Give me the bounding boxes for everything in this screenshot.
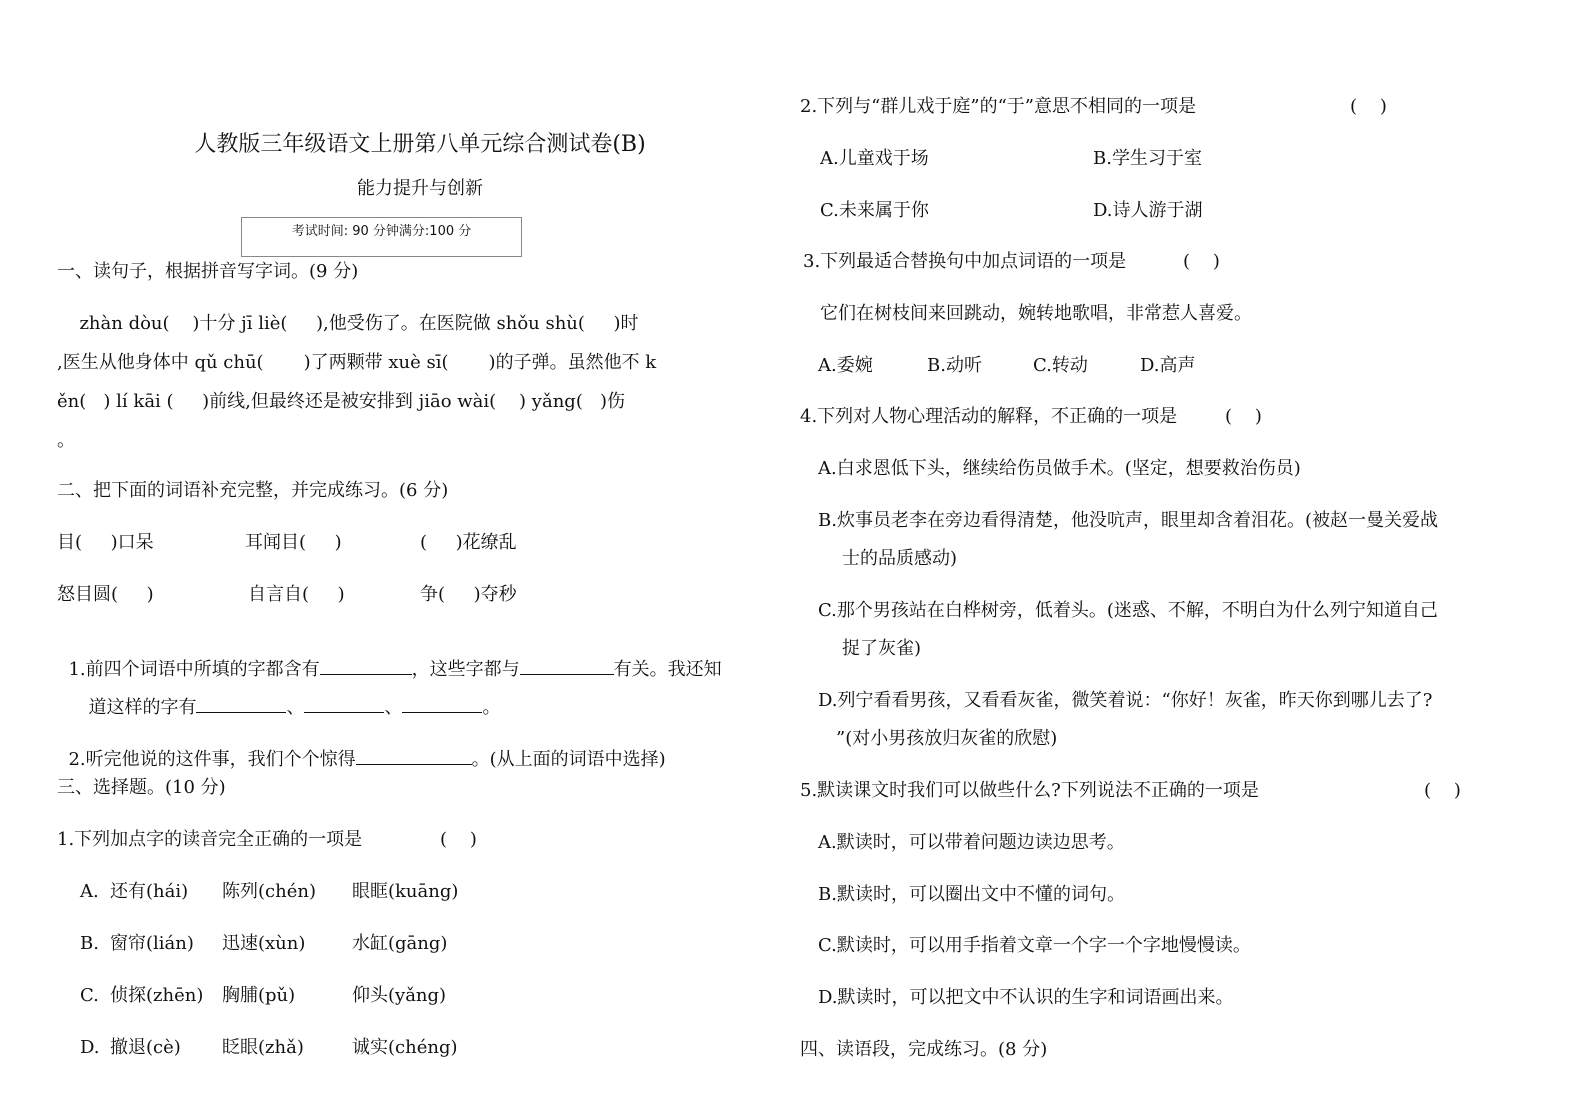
option-item: 窗帘(lián) xyxy=(110,933,194,954)
section1-line: ěn( ) lí kāi ( )前线,但最终还是被安排到 jiāo wài( ) yǎng( )伤 xyxy=(57,391,626,412)
idiom-item: 争( )夺秒 xyxy=(420,584,517,605)
section1-line: 。 xyxy=(57,430,75,451)
answer-paren[interactable]: ( ) xyxy=(1225,406,1262,427)
q1-stem: 1.下列加点字的读音完全正确的一项是 xyxy=(57,829,363,850)
q5-stem: 5.默读课文时我们可以做些什么?下列说法不正确的一项是 xyxy=(800,780,1259,801)
option-d: D.高声 xyxy=(1140,355,1196,376)
option-c: C.那个男孩站在白桦树旁，低着头。(迷惑、不解，不明白为什么列宁知道自己 xyxy=(818,600,1438,621)
option-d-cont: ”(对小男孩放归灰雀的欣慰) xyxy=(836,728,1058,749)
answer-paren[interactable]: ( ) xyxy=(1424,780,1461,801)
option-item: 水缸(gāng) xyxy=(352,933,448,954)
fill-blank[interactable] xyxy=(520,658,614,675)
idiom-item: 自言自( ) xyxy=(248,584,345,605)
option-item: 侦探(zhēn) xyxy=(110,985,204,1006)
idiom-item: 怒目圆( ) xyxy=(57,584,154,605)
option-d: D.列宁看看男孩，又看看灰雀，微笑着说：“你好！灰雀，昨天你到哪儿去了? xyxy=(818,690,1433,711)
option-b: B.动听 xyxy=(927,355,982,376)
option-c: C.未来属于你 xyxy=(820,200,929,221)
fill-blank[interactable] xyxy=(320,658,412,675)
option-b: B.默读时，可以圈出文中不懂的词句。 xyxy=(818,884,1125,905)
q4-stem: 4.下列对人物心理活动的解释，不正确的一项是 xyxy=(800,406,1178,427)
section1-line: zhàn dòu( )十分 jī liè( ),他受伤了。在医院做 shǒu shù( )时 xyxy=(68,313,639,334)
separator: 、 xyxy=(286,697,305,718)
option-label: B. xyxy=(80,933,99,954)
fill-blank[interactable] xyxy=(402,696,482,713)
answer-paren[interactable]: ( ) xyxy=(440,829,477,850)
fill-blank[interactable] xyxy=(356,748,472,765)
separator: 、 xyxy=(384,697,403,718)
q1-text: 1.前四个词语中所填的字都含有 xyxy=(68,659,320,680)
option-label: A. xyxy=(80,881,99,902)
option-item: 仰头(yǎng) xyxy=(352,985,447,1006)
option-label: C. xyxy=(80,985,99,1006)
option-d: D.诗人游于湖 xyxy=(1093,200,1203,221)
fill-blank[interactable] xyxy=(196,696,286,713)
option-d: D.默读时，可以把文中不认识的生字和词语画出来。 xyxy=(818,987,1234,1008)
option-item: 眨眼(zhǎ) xyxy=(222,1037,304,1058)
q1-end: 。 xyxy=(482,697,501,718)
option-a: A.委婉 xyxy=(818,355,873,376)
option-c: C.转动 xyxy=(1033,355,1088,376)
option-c-cont: 捉了灰雀) xyxy=(842,638,922,659)
exam-info-text: 考试时间: 90 分钟满分:100 分 xyxy=(291,224,472,239)
q2-stem: 2.下列与“群儿戏于庭”的“于”意思不相同的一项是 xyxy=(800,96,1196,117)
q2-text: 。(从上面的词语中选择) xyxy=(471,749,666,770)
exam-info-box xyxy=(241,217,522,257)
option-item: 迅速(xùn) xyxy=(222,933,306,954)
section4-heading: 四、读语段，完成练习。(8 分) xyxy=(800,1039,1048,1060)
section1-heading: 一、读句子，根据拼音写字词。(9 分) xyxy=(57,261,359,282)
option-item: 诚实(chéng) xyxy=(352,1037,458,1058)
option-label: D. xyxy=(80,1037,100,1058)
option-c: C.默读时，可以用手指着文章一个字一个字地慢慢读。 xyxy=(818,935,1251,956)
section2-heading: 二、把下面的词语补充完整，并完成练习。(6 分) xyxy=(57,480,449,501)
option-item: 胸脯(pǔ) xyxy=(222,985,296,1006)
q2-text: 2.听完他说的这件事，我们个个惊得 xyxy=(68,749,356,770)
idiom-item: 耳闻目( ) xyxy=(245,532,342,553)
q3-stem: 3.下列最适合替换句中加点词语的一项是 xyxy=(803,251,1127,272)
option-item: 陈列(chén) xyxy=(222,881,316,902)
answer-paren[interactable]: ( ) xyxy=(1350,96,1387,117)
option-a: A.儿童戏于场 xyxy=(820,148,929,169)
q1-text: 有关。我还知 xyxy=(613,659,722,680)
option-a: A.白求恩低下头，继续给伤员做手术。(坚定，想要救治伤员) xyxy=(818,458,1301,479)
section2-q1-line2 xyxy=(77,674,500,719)
section2-q2 xyxy=(57,726,666,771)
option-item: 撤退(cè) xyxy=(110,1037,181,1058)
option-b: B.学生习于室 xyxy=(1093,148,1202,169)
page-subtitle: 能力提升与创新 xyxy=(357,178,483,199)
option-b-cont: 士的品质感动) xyxy=(842,548,958,569)
idiom-item: 目( )口呆 xyxy=(57,532,154,553)
answer-paren[interactable]: ( ) xyxy=(1183,251,1220,272)
section1-line: ,医生从他身体中 qǔ chū( )了两颗带 xuè sī( )的子弹。虽然他不 k xyxy=(57,352,657,373)
q3-sentence: 它们在树枝间来回跳动，婉转地歌唱，非常惹人喜爱。 xyxy=(820,303,1252,324)
option-item: 眼眶(kuāng) xyxy=(352,881,459,902)
option-b: B.炊事员老李在旁边看得清楚，他没吭声，眼里却含着泪花。(被赵一曼关爱战 xyxy=(818,510,1438,531)
idiom-item: ( )花缭乱 xyxy=(420,532,517,553)
option-item: 还有(hái) xyxy=(110,881,189,902)
q1-text: 道这样的字有 xyxy=(88,697,197,718)
option-a: A.默读时，可以带着问题边读边思考。 xyxy=(818,832,1125,853)
page-title: 人教版三年级语文上册第八单元综合测试卷(B) xyxy=(194,132,646,157)
q1-text: ，这些字都与 xyxy=(411,659,520,680)
fill-blank[interactable] xyxy=(304,696,384,713)
section3-heading: 三、选择题。(10 分) xyxy=(57,777,226,798)
